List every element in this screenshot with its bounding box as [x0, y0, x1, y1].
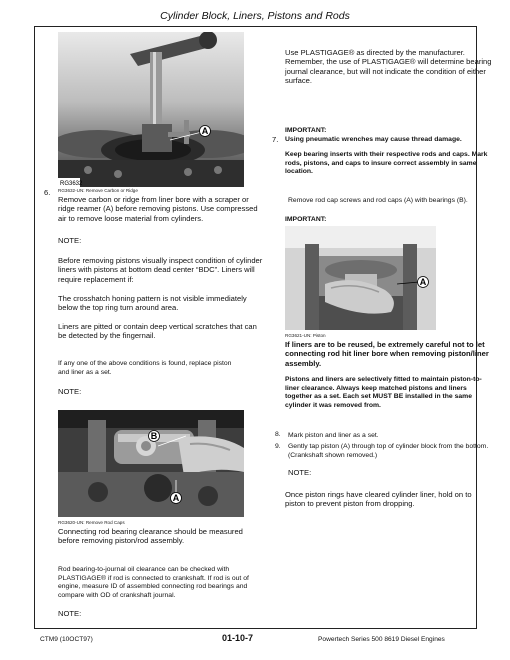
page-title: Cylinder Block, Liners, Pistons and Rods: [160, 10, 350, 22]
important1-label: IMPORTANT:: [285, 127, 327, 134]
note4-label: NOTE:: [288, 468, 312, 477]
fig1-callout-a: A: [201, 126, 209, 137]
keep-inserts-text: Keep bearing inserts with their respective rods and caps. Mark rods, pistons, and caps to insure correct assembly in same location.: [285, 151, 488, 176]
step6-number: 6.: [44, 188, 51, 197]
step9-number: 9.: [275, 443, 281, 450]
frame-left-border: [34, 26, 35, 628]
fig1-code: RG3632: [60, 181, 83, 187]
fig3-callout-b: B: [150, 431, 158, 442]
fig3-callout-a: A: [172, 493, 180, 504]
fig1-caption: RG3632-UN: Remove Carbon or Ridge: [58, 188, 138, 193]
once-rings-text: Once piston rings have cleared cylinder liner, hold on to piston to prevent piston from dropping.: [285, 490, 472, 509]
condition-2: Liners are pitted or contain deep vertical scratches that can be detected by the fingernail.: [58, 322, 257, 341]
footer-page-number: 01-10-7: [222, 633, 254, 643]
fig2-caption: RG3621-UN: Piston: [285, 333, 326, 338]
photo-ridge-reamer: [58, 32, 244, 187]
fig3-caption: RG3620-UN: Remove Rod Caps: [58, 520, 125, 525]
condition-1: The crosshatch honing pattern is not visible immediately below the top ring turn around area.: [58, 294, 247, 313]
header-rule: [34, 26, 477, 27]
selectively-fitted-text: Pistons and liners are selectively fitted to maintain piston-to-liner clearance. Always keep matched pistons and liners together as a set. Each set MUST BE installed in the same cylinder it was removed from.: [285, 376, 482, 409]
step8-number: 8.: [275, 431, 281, 438]
note1-label: NOTE:: [58, 236, 82, 245]
step8-text: Mark piston and liner as a set.: [288, 432, 379, 439]
note2-label: NOTE:: [58, 387, 82, 396]
step9-text: Gently tap piston (A) through top of cylinder block from the bottom. (Crankshaft shown removed.): [288, 443, 489, 459]
use-plastigage-text: Use PLASTIGAGE® as directed by the manufacturer. Remember, the use of PLASTIGAGE® will determine bearing journal clearance, but will not indicate the condition of either surface.: [285, 48, 492, 86]
footer-doc-id: CTM9 (10OCT97): [40, 636, 93, 643]
step6-text: Remove carbon or ridge from liner bore with a scraper or ridge reamer (A) before removing pistons. Use compressed air to remove loose material from cylinders.: [58, 195, 258, 223]
note3-label: NOTE:: [58, 609, 82, 618]
rod-bearing-text: Connecting rod bearing clearance should be measured before removing piston/rod assembly.: [58, 527, 243, 546]
note1-text: Before removing pistons visually inspect condition of cylinder liners with pistons at bottom dead center “BDC”. Liners will require replacement if:: [58, 256, 263, 284]
plastigage-check-text: Rod bearing-to-journal oil clearance can be checked with PLASTIGAGE® if rod is connected to crankshaft. If rod is out of engine, measure ID of assembled connecting rod bearings and compare with OD of crankshaft journal.: [58, 566, 249, 599]
photo-piston: [285, 226, 436, 330]
if-any-text: If any one of the above conditions is found, replace piston and liner as a set.: [58, 360, 232, 376]
footer-rule: [34, 628, 477, 629]
liners-reused-warning: If liners are to be reused, be extremely careful not to let connecting rod hit liner bore when removing piston/liner assembly.: [285, 340, 489, 368]
fig2-callout-a: A: [419, 277, 427, 288]
remove-caps-text: Remove rod cap screws and rod caps (A) with bearings (B).: [288, 197, 468, 204]
step7-text: Using pneumatic wrenches may cause thread damage.: [285, 136, 462, 143]
step7-number: 7.: [272, 135, 279, 144]
important2-label: IMPORTANT:: [285, 216, 327, 223]
footer-engine-series: Powertech Series 500 8619 Diesel Engines: [318, 636, 445, 643]
frame-right-border: [476, 26, 477, 628]
photo-remove-rod-caps: [58, 410, 244, 517]
